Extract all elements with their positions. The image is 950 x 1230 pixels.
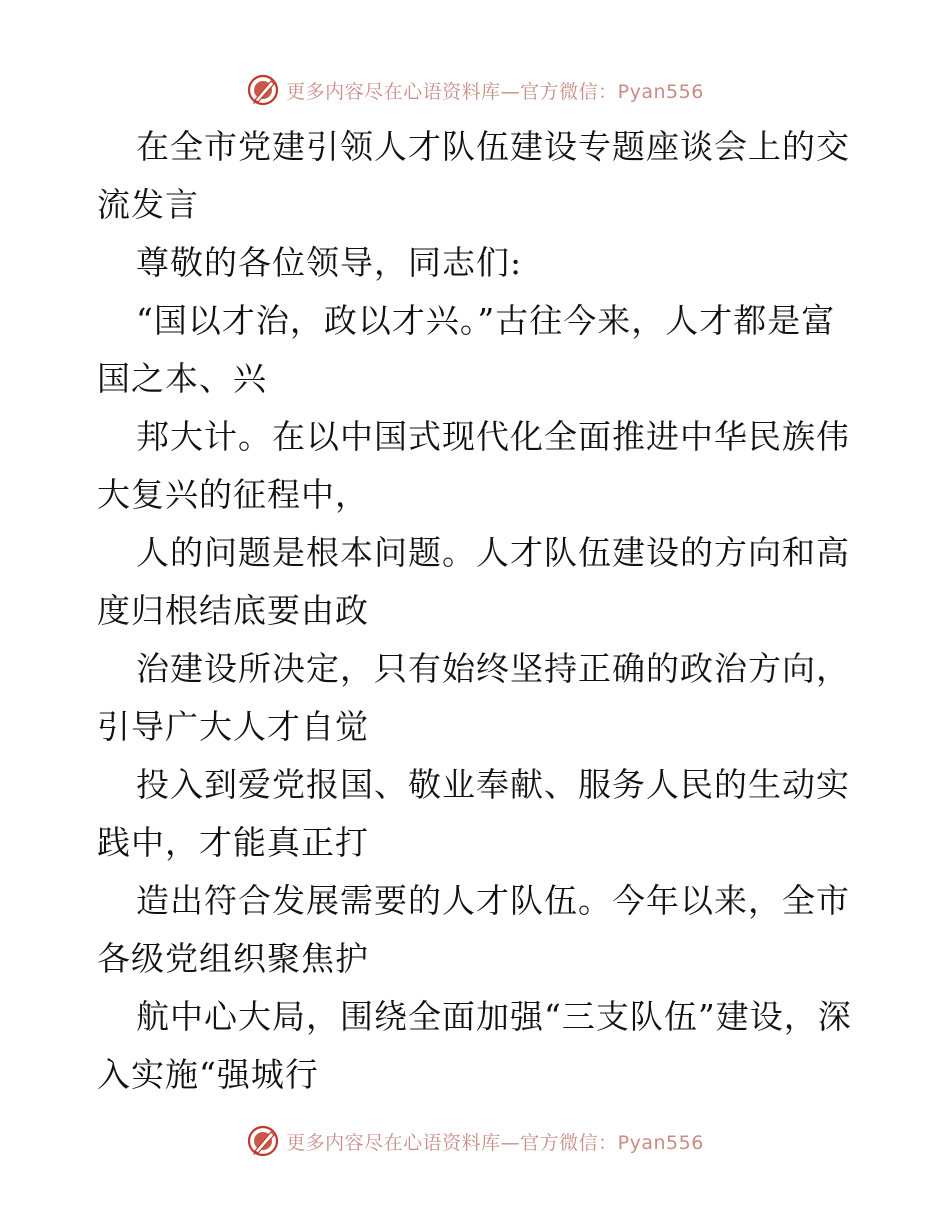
pen-logo-icon <box>246 1124 280 1158</box>
paragraph: 航中心大局，围绕全面加强“三支队伍”建设，深入实施“强城行 <box>97 997 852 1094</box>
paragraph: 邦大计。在以中国式现代化全面推进中华民族伟大复兴的征程中， <box>97 417 850 514</box>
paragraph: “国以才治，政以才兴。”古往今来，人才都是富国之本、兴 <box>97 301 836 398</box>
document-body <box>97 118 853 1104</box>
watermark-text: 更多内容尽在心语资料库—官方微信：Pyan556 <box>286 1131 704 1154</box>
paragraph: 造出符合发展需要的人才队伍。今年以来，全市各级党组织聚焦护 <box>97 881 850 978</box>
paragraph: 投入到爱党报国、敬业奉献、服务人民的生动实践中，才能真正打 <box>97 765 850 862</box>
salutation: 尊敬的各位领导，同志们: <box>136 243 523 282</box>
header-watermark <box>0 72 950 108</box>
document-title: 在全市党建引领人才队伍建设专题座谈会上的交流发言 <box>97 127 850 224</box>
paragraph: 人的问题是根本问题。人才队伍建设的方向和高度归根结底要由政 <box>97 533 850 630</box>
watermark-text: 更多内容尽在心语资料库—官方微信：Pyan556 <box>286 80 704 103</box>
pen-logo-icon <box>246 73 280 107</box>
paragraph: 治建设所决定，只有始终坚持正确的政治方向，引导广大人才自觉 <box>97 649 850 746</box>
footer-watermark <box>0 1123 950 1159</box>
